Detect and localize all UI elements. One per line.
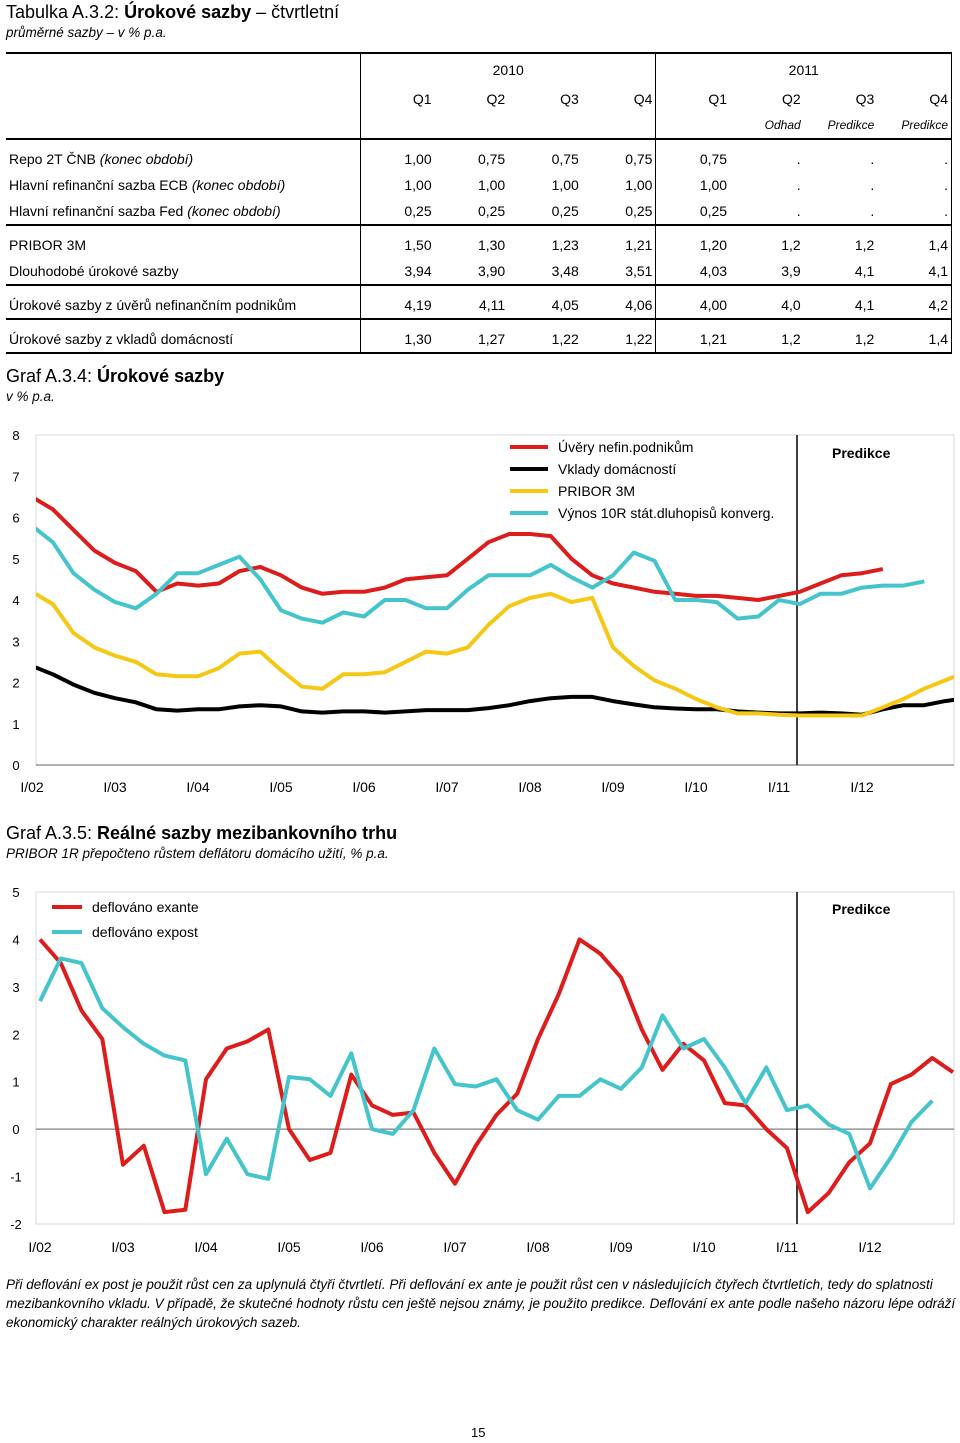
table-cell: 1,2 xyxy=(730,326,804,353)
x-tick-label: I/04 xyxy=(186,779,210,795)
y-tick-label: 4 xyxy=(12,932,20,948)
table-row xyxy=(6,326,952,353)
legend-label: deflováno exante xyxy=(92,899,199,915)
spacer-row xyxy=(6,285,952,292)
table-row xyxy=(6,258,952,285)
table-title-main: Úrokové sazby xyxy=(124,2,252,22)
graph2-title-main: Reálné sazby mezibankovního trhu xyxy=(97,823,398,843)
header-row-quarters xyxy=(6,86,952,112)
table-cell: 1,2 xyxy=(781,237,801,253)
table-cell: 1,50 xyxy=(360,232,434,258)
quarter-header: Q3 xyxy=(560,91,579,107)
table-cell: . xyxy=(877,172,951,198)
table-cell: 1,4 xyxy=(877,232,951,258)
x-tick-label: I/10 xyxy=(692,1239,716,1255)
y-tick-label: 5 xyxy=(12,885,20,900)
x-tick-label: I/10 xyxy=(684,779,708,795)
table-cell: 0,25 xyxy=(477,203,506,219)
series-line xyxy=(32,526,924,623)
quarter-subhead xyxy=(435,112,509,139)
graph2-title-prefix: Graf A.3.5: xyxy=(6,823,98,843)
table-cell: . xyxy=(796,151,801,167)
graph2-title xyxy=(6,823,397,843)
table-cell: 1,00 xyxy=(360,172,434,198)
quarter-header: Q4 xyxy=(877,86,951,112)
row-label xyxy=(6,172,360,198)
graph1-title-prefix: Graf A.3.4: xyxy=(6,366,98,386)
graph2-subtitle: PRIBOR 1R přepočteno růstem deflátoru domácího užití, % p.a. xyxy=(6,846,389,861)
table-cell: 4,1 xyxy=(854,263,875,279)
x-tick-label: I/02 xyxy=(20,779,44,795)
y-tick-label: 2 xyxy=(12,675,20,691)
y-tick-label: 3 xyxy=(12,634,20,650)
spacer-row xyxy=(6,225,952,232)
table-cell: 1,22 xyxy=(582,326,656,353)
row-label xyxy=(6,258,360,285)
table-cell: 0,25 xyxy=(656,198,730,225)
row-label-text: Úrokové sazby z vkladů domácností xyxy=(9,331,234,347)
series-line xyxy=(40,939,953,1212)
legend-label: Úvěry nefin.podnikům xyxy=(558,439,694,455)
table-cell: 1,27 xyxy=(435,326,509,353)
table-cell: 1,00 xyxy=(551,177,579,193)
table-cell: 3,48 xyxy=(551,263,579,279)
table-cell: 1,00 xyxy=(477,177,506,193)
y-tick-label: -2 xyxy=(10,1217,22,1232)
quarter-header: Q2 xyxy=(486,91,506,107)
quarter-header: Q1 xyxy=(360,86,434,112)
x-tick-label: I/08 xyxy=(518,779,542,795)
table-cell: . xyxy=(877,146,951,172)
table-cell: 1,21 xyxy=(656,326,730,353)
table-cell: 3,94 xyxy=(360,258,434,285)
quarter-subhead: Predikce xyxy=(804,112,878,139)
row-label xyxy=(6,146,360,172)
table-cell: 0,25 xyxy=(360,198,434,225)
row-label-text: Hlavní refinanční sazba Fed xyxy=(9,203,184,219)
graph1-subtitle: v % p.a. xyxy=(6,389,55,404)
quarter-subhead xyxy=(508,112,582,139)
quarter-subhead: Predikce xyxy=(877,112,951,139)
header-row-subheads xyxy=(6,112,952,139)
table-cell: 4,03 xyxy=(656,258,730,285)
quarter-header: Q1 xyxy=(656,86,730,112)
spacer-row xyxy=(6,319,952,326)
y-tick-label: 1 xyxy=(12,716,20,732)
table-cell: 1,4 xyxy=(877,326,951,353)
legend-label: Výnos 10R stát.dluhopisů konverg. xyxy=(558,505,775,521)
table-row xyxy=(6,146,952,172)
table-cell: 4,0 xyxy=(781,297,801,313)
table-title-suffix: – čtvrtletní xyxy=(251,2,340,22)
table-cell: 3,51 xyxy=(625,263,653,279)
row-label-note: (konec období) xyxy=(183,203,281,219)
table-cell: 1,00 xyxy=(360,146,434,172)
legend-label: deflováno expost xyxy=(92,924,198,940)
x-tick-label: I/12 xyxy=(850,779,874,795)
table-cell: 0,75 xyxy=(551,151,579,167)
x-tick-label: I/06 xyxy=(352,779,376,795)
table-subtitle: průměrné sazby – v % p.a. xyxy=(6,25,167,40)
table-cell: 4,1 xyxy=(854,297,875,313)
y-tick-label: 2 xyxy=(12,1027,20,1043)
graph1-title-main: Úrokové sazby xyxy=(97,366,225,386)
header-row-years xyxy=(6,53,952,86)
real-rates-chart xyxy=(0,880,960,1265)
footnote: Při deflování ex post je použit růst cen za uplynulá čtyři čtvrtletí. Při deflování ex ante je použit růst cen v následujících čtyřech čtvrtletích, tedy do splatnosti mezibankovního vkladu. V případě, že skutečné hodnoty růstu cen ještě nejsou známy, je použito predikce. Deflování ex ante podle našeho názoru lépe odráží ekonomický charakter reálných úrokových sazeb. xyxy=(6,1277,956,1330)
graph1-title xyxy=(6,366,224,386)
table-cell: 4,2 xyxy=(877,292,951,319)
row-label-text: Repo 2T ČNB xyxy=(9,151,96,167)
legend-label: PRIBOR 3M xyxy=(558,483,636,499)
year-2011: 2011 xyxy=(656,53,952,86)
table-cell: 3,90 xyxy=(477,263,506,279)
table-cell: . xyxy=(877,198,951,225)
table-cell: 1,2 xyxy=(804,326,878,353)
table-cell: 1,30 xyxy=(477,237,506,253)
x-tick-label: I/11 xyxy=(775,1239,799,1255)
quarter-subhead xyxy=(360,112,434,139)
table-cell: . xyxy=(796,177,801,193)
row-label-text: Hlavní refinanční sazba ECB xyxy=(9,177,188,193)
table-row xyxy=(6,172,952,198)
prediction-label: Predikce xyxy=(832,901,891,917)
y-tick-label: -1 xyxy=(10,1169,22,1185)
y-tick-label: 7 xyxy=(12,469,20,485)
table-cell: 1,00 xyxy=(625,177,653,193)
y-tick-label: 8 xyxy=(12,428,20,443)
table-cell: 0,25 xyxy=(625,203,653,219)
x-tick-label: I/05 xyxy=(277,1239,301,1255)
year-2010: 2010 xyxy=(360,53,655,86)
interest-rates-chart xyxy=(0,425,960,810)
table-cell: 1,00 xyxy=(656,172,730,198)
series-line xyxy=(32,666,960,715)
table-cell: . xyxy=(870,203,875,219)
table-cell: 1,21 xyxy=(625,237,653,253)
table-cell: 1,20 xyxy=(656,232,730,258)
row-label-text: Dlouhodobé úrokové sazby xyxy=(9,263,179,279)
x-tick-label: I/07 xyxy=(435,779,459,795)
x-tick-label: I/09 xyxy=(601,779,625,795)
row-label xyxy=(6,232,360,258)
x-tick-label: I/11 xyxy=(767,779,791,795)
y-tick-label: 0 xyxy=(12,758,20,773)
x-tick-label: I/02 xyxy=(28,1239,52,1255)
table-cell: 3,9 xyxy=(781,263,801,279)
y-tick-label: 1 xyxy=(12,1074,20,1090)
x-tick-label: I/05 xyxy=(269,779,293,795)
row-label xyxy=(6,292,360,319)
row-label xyxy=(6,198,360,225)
table-title-prefix: Tabulka A.3.2: xyxy=(6,2,125,22)
table-row xyxy=(6,198,952,225)
quarter-subhead xyxy=(656,112,730,139)
table-cell: 0,75 xyxy=(656,146,730,172)
table-cell: 1,22 xyxy=(508,326,582,353)
table-cell: 0,25 xyxy=(551,203,579,219)
y-tick-label: 3 xyxy=(12,979,20,995)
x-tick-label: I/06 xyxy=(360,1239,384,1255)
legend-label: Vklady domácností xyxy=(558,461,677,477)
x-tick-label: I/12 xyxy=(858,1239,882,1255)
x-tick-label: I/09 xyxy=(609,1239,633,1255)
table-cell: 4,1 xyxy=(877,258,951,285)
table-cell: 4,06 xyxy=(625,297,653,313)
table-cell: . xyxy=(870,151,875,167)
quarter-header: Q3 xyxy=(855,91,875,107)
row-label-note: (konec období) xyxy=(95,151,194,167)
series-line xyxy=(32,592,960,716)
spacer-row xyxy=(6,139,952,146)
row-label xyxy=(6,326,360,353)
x-tick-label: I/04 xyxy=(194,1239,218,1255)
table-cell: 4,11 xyxy=(479,297,506,313)
series-line xyxy=(40,958,932,1188)
quarter-header: Q4 xyxy=(633,91,653,107)
table-row xyxy=(6,292,952,319)
table-title xyxy=(6,2,339,22)
x-tick-label: I/07 xyxy=(443,1239,467,1255)
quarter-header: Q2 xyxy=(782,91,801,107)
y-tick-label: 5 xyxy=(12,551,20,567)
row-label-text: Úrokové sazby z úvěrů nefinančním podnikům xyxy=(9,297,297,313)
rates-table xyxy=(6,52,952,354)
table-cell: 0,75 xyxy=(625,151,653,167)
x-tick-label: I/03 xyxy=(103,779,127,795)
table-cell: 1,30 xyxy=(360,326,434,353)
table-cell: . xyxy=(870,177,875,193)
row-label-note: (konec období) xyxy=(187,177,286,193)
quarter-subhead: Odhad xyxy=(730,112,804,139)
table-cell: 4,00 xyxy=(656,292,730,319)
y-tick-label: 6 xyxy=(12,510,20,526)
x-tick-label: I/08 xyxy=(526,1239,550,1255)
row-label-text: PRIBOR 3M xyxy=(9,237,87,253)
x-tick-label: I/03 xyxy=(111,1239,135,1255)
y-tick-label: 0 xyxy=(12,1122,20,1138)
prediction-label: Predikce xyxy=(832,445,891,461)
table-cell: 4,05 xyxy=(551,297,579,313)
table-cell: 0,75 xyxy=(477,151,506,167)
quarter-subhead xyxy=(582,112,656,139)
table-cell: 1,2 xyxy=(854,237,875,253)
page-number: 15 xyxy=(471,1425,486,1440)
table-cell: 1,23 xyxy=(551,237,579,253)
table-cell: . xyxy=(796,203,801,219)
y-tick-label: 4 xyxy=(12,593,20,608)
table-row xyxy=(6,232,952,258)
table-cell: 4,19 xyxy=(360,292,434,319)
